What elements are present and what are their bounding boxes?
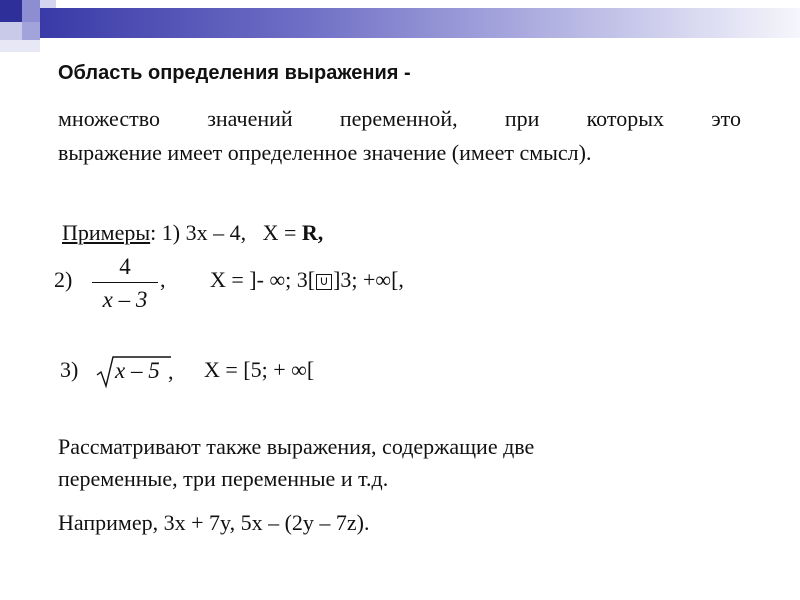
definition-line-2: выражение имеет определенное значение (имеет смысл). [58,140,592,165]
example-1 [62,218,323,248]
header-square [40,0,56,8]
paragraph-example: Например, 3x + 7y, 5x – (2y – 7z). [58,510,370,535]
example-3-comma: , [168,359,174,384]
example-3-x-label: X = [204,357,238,382]
definition-word: это [711,106,741,131]
example-3-domain [204,355,314,385]
fraction-bar [92,282,158,283]
example-2-fraction [92,254,158,313]
example-2-domain [210,265,404,295]
definition-word: которых [586,106,664,131]
example-1-x-label: X = [262,220,297,245]
header-square [22,0,40,22]
domain-right: ]3; +∞[, [333,267,404,292]
example-3-domain-value: [5; + ∞[ [243,357,315,382]
example-2-x-label: X = [210,267,244,292]
domain-left: ]- ∞; 3[ [249,267,316,292]
definition-word: значений [207,106,293,131]
fraction-numerator: 4 [119,254,131,279]
example-3-number: 3) [60,357,79,382]
example-2-comma: , [160,267,166,292]
header-gradient-bar [40,8,800,38]
definition-line-1 [58,104,741,134]
paragraph-line: Рассматривают также выражения, содержащие две [58,434,535,459]
union-icon: ∪ [316,274,332,290]
example-1-answer: R, [301,220,324,245]
paragraph-line: переменные, три переменные и т.д. [58,466,389,491]
radicand: x – 5 [115,358,160,383]
slide-title: Область определения выражения - [58,62,411,84]
header-square [22,22,40,40]
definition-word: переменной, [339,106,458,131]
header-square [0,40,40,52]
definition-word: при [504,106,540,131]
definition-word: множество [58,106,160,131]
example-2-number: 2) [54,267,73,292]
examples-label: Примеры [62,220,151,245]
example-1-expression: : 1) 3x – 4, [150,220,247,245]
header-square [0,22,22,40]
header-square [0,0,22,22]
fraction-denominator: x – 3 [102,287,148,312]
